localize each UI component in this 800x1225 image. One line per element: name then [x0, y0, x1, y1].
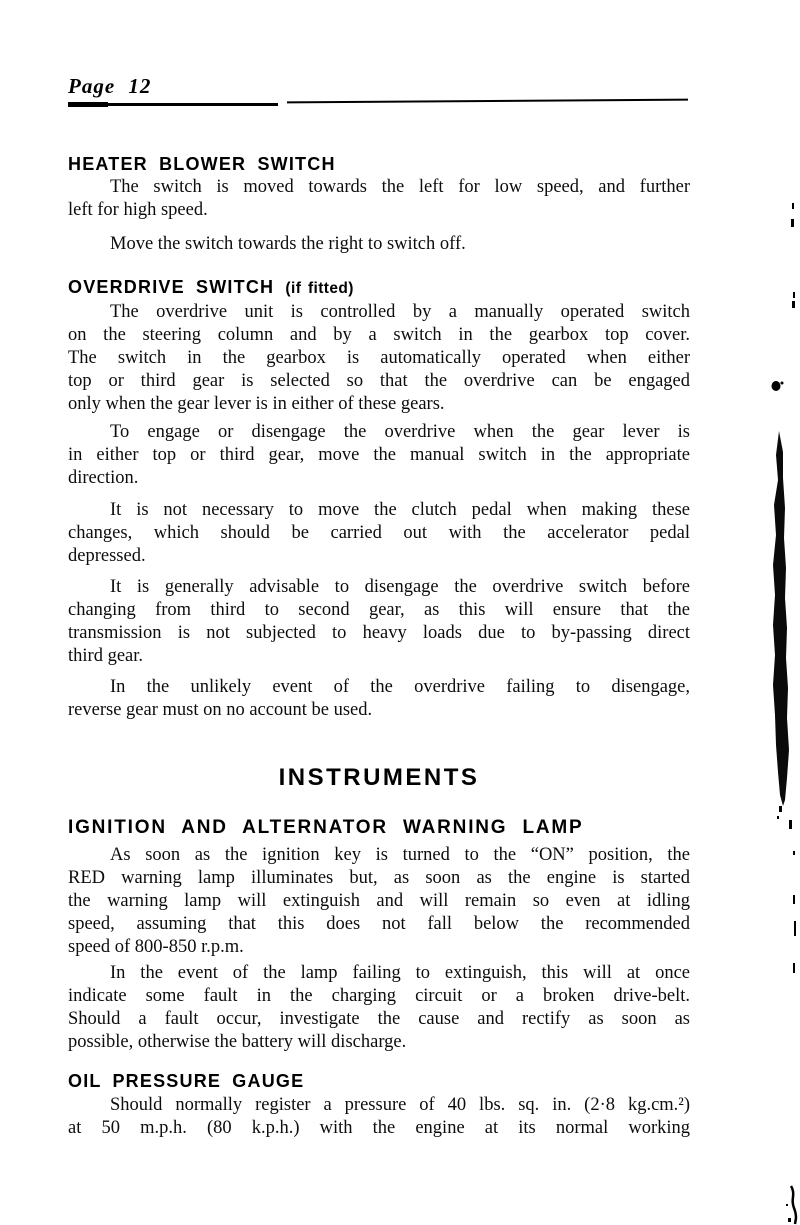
paragraph	[68, 499, 690, 568]
text-line: changes, which should be carried out with the accelerator pedal	[68, 523, 690, 543]
text-line: The switch in the gearbox is automatically operated when either	[68, 348, 690, 368]
text-line: direction.	[68, 468, 139, 488]
section-heading-overdrive-switch	[68, 277, 690, 298]
text-line: top or third gear is selected so that the overdrive can be engaged	[68, 371, 690, 391]
text-line: in either top or third gear, move the manual switch in the appropriate	[68, 445, 690, 465]
paragraph	[68, 301, 690, 416]
text-line: Move the switch towards the right to switch off.	[110, 234, 466, 254]
text-line: the warning lamp will extinguish and will remain so even at idling	[68, 891, 690, 911]
text-line: third gear.	[68, 646, 144, 666]
text-line: reverse gear must on no account be used.	[68, 700, 373, 720]
text-line: indicate some fault in the charging circuit or a broken drive-belt.	[68, 986, 690, 1006]
section-heading-instruments: INSTRUMENTS	[278, 764, 480, 791]
text-line: possible, otherwise the battery will discharge.	[68, 1032, 407, 1052]
text-line: speed of 800-850 r.p.m.	[68, 937, 244, 957]
paragraph	[68, 1094, 690, 1140]
header-rule-right	[287, 99, 688, 104]
text-line: It is not necessary to move the clutch pedal when making these	[110, 500, 690, 520]
paragraph	[68, 233, 690, 256]
text-line: depressed.	[68, 546, 146, 566]
text-line: transmission is not subjected to heavy loads due to by-passing direct	[68, 623, 690, 643]
text-line: The overdrive unit is controlled by a manually operated switch	[110, 302, 690, 322]
text-line: speed, assuming that this does not fall below the recommended	[68, 914, 690, 934]
text-line: In the unlikely event of the overdrive failing to disengage,	[110, 677, 690, 697]
text-line: As soon as the ignition key is turned to the “ON” position, the	[110, 845, 690, 865]
text-line: only when the gear lever is in either of these gears.	[68, 394, 445, 414]
text-line: To engage or disengage the overdrive when the gear lever is	[110, 422, 690, 442]
paragraph	[68, 676, 690, 722]
text-line: Should normally register a pressure of 40 lbs. sq. in. (2·8 kg.cm.²)	[110, 1095, 690, 1115]
text-line: The switch is moved towards the left for low speed, and further	[110, 177, 690, 197]
text-line: RED warning lamp illuminates but, as soon as the engine is started	[68, 868, 690, 888]
text-line: left for high speed.	[68, 200, 208, 220]
paragraph	[68, 421, 690, 490]
text-line: It is generally advisable to disengage the overdrive switch before	[110, 577, 690, 597]
heading-text: OVERDRIVE SWITCH	[68, 277, 275, 297]
text-line: In the event of the lamp failing to extinguish, this will at once	[110, 963, 690, 983]
paragraph	[68, 176, 690, 222]
section-heading-heater-blower-switch: HEATER BLOWER SWITCH	[68, 154, 336, 174]
header-rule-thick-end	[68, 102, 108, 107]
text-line: at 50 m.p.h. (80 k.p.h.) with the engine at its normal working	[68, 1118, 690, 1138]
text-line: on the steering column and by a switch in the gearbox top cover.	[68, 325, 690, 345]
text-line: Should a fault occur, investigate the cause and rectify as soon as	[68, 1009, 690, 1029]
page-number-label: Page 12	[68, 74, 152, 98]
section-heading-oil-pressure-gauge: OIL PRESSURE GAUGE	[68, 1071, 305, 1091]
paragraph	[68, 576, 690, 668]
paragraph	[68, 844, 690, 959]
paragraph	[68, 962, 690, 1054]
text-line: changing from third to second gear, as this will ensure that the	[68, 600, 690, 620]
heading-suffix: (if fitted)	[285, 280, 354, 297]
section-heading-ignition-warning-lamp: IGNITION AND ALTERNATOR WARNING LAMP	[68, 817, 584, 838]
